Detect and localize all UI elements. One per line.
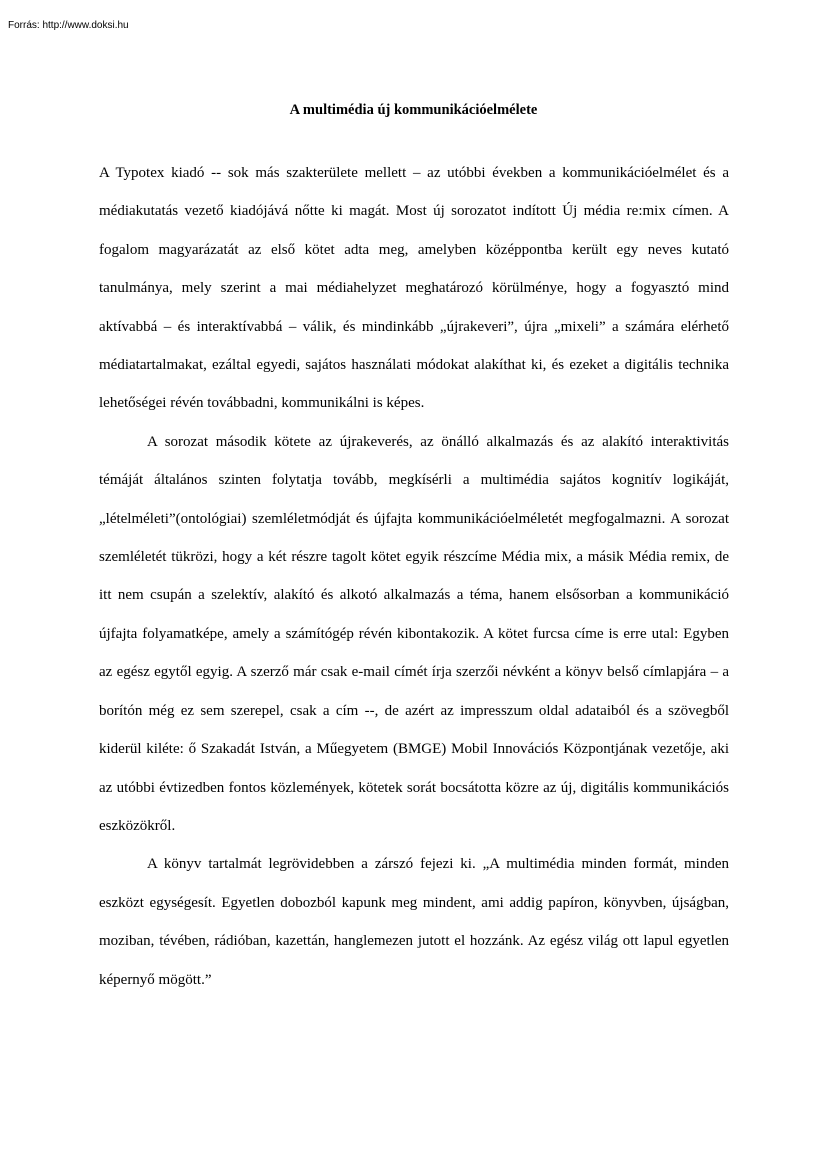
document-body	[99, 154, 729, 999]
document-title: A multimédia új kommunikációelmélete	[289, 102, 538, 118]
source-url-label: Forrás: http://www.doksi.hu	[8, 20, 129, 31]
paragraph-3: A könyv tartalmát legrövidebben a zárszó fejezi ki. „A multimédia minden formát, minden eszközt egységesít. Egyetlen dobozból kapunk meg mindent, ami addig papíron, könyvben, újságban, moziban, tévében, rádióban, kazettán, hanglemezen jutott el hozzánk. Az egész világ ott lapul egyetlen képernyő mögött.”	[99, 856, 729, 988]
paragraph-2: A sorozat második kötete az újrakeverés, az önálló alkalmazás és az alakító interaktivitás témáját általános szinten folytatja tovább, megkísérli a multimédia sajátos kognitív logikáját, „lételméleti”(ontológiai) szemléletmódját és újfajta kommunikációelméletét megfogalmazni. A sorozat szemléletét tükrözi, hogy a két részre tagolt kötet egyik részcíme Média mix, a másik Média remix, de itt nem csupán a szelektív, alakító és alkotó alkalmazás a téma, hanem elsősorban a kommunikáció újfajta folyamatképe, amely a számítógép révén kibontakozik. A kötet furcsa címe is erre utal: Egyben az egész egytől egyig. A szerző már csak e-mail címét írja szerzői névként a könyv belső címlapjára – a borítón még ez sem szerepel, csak a cím --, de azért az impresszum oldal adataiból és a szövegből kiderül kiléte: ő Szakadát István, a Műegyetem (BMGE) Mobil Innovációs Központjának vezetője, aki az utóbbi évtizedben fontos közlemények, kötetek sorát bocsátotta közre az új, digitális kommunikációs eszközökről.	[99, 433, 729, 834]
paragraph-1: A Typotex kiadó -- sok más szakterülete mellett – az utóbbi években a kommunikációelmélet és a médiakutatás vezető kiadójává nőtte ki magát. Most új sorozatot indított Új média re:mix címen. A fogalom magyarázatát az első kötet adta meg, amelyben középpontba került egy neves kutató tanulmánya, mely szerint a mai médiahelyzet meghatározó körülménye, hogy a fogyasztó mind aktívabbá – és interaktívabbá – válik, és mindinkább „újrakeveri”, újra „mixeli” a számára elérhető médiatartalmakat, ezáltal egyedi, sajátos használati módokat alakíthat ki, és ezeket a digitális technika lehetőségei révén továbbadni, kommunikálni is képes.	[99, 165, 729, 412]
